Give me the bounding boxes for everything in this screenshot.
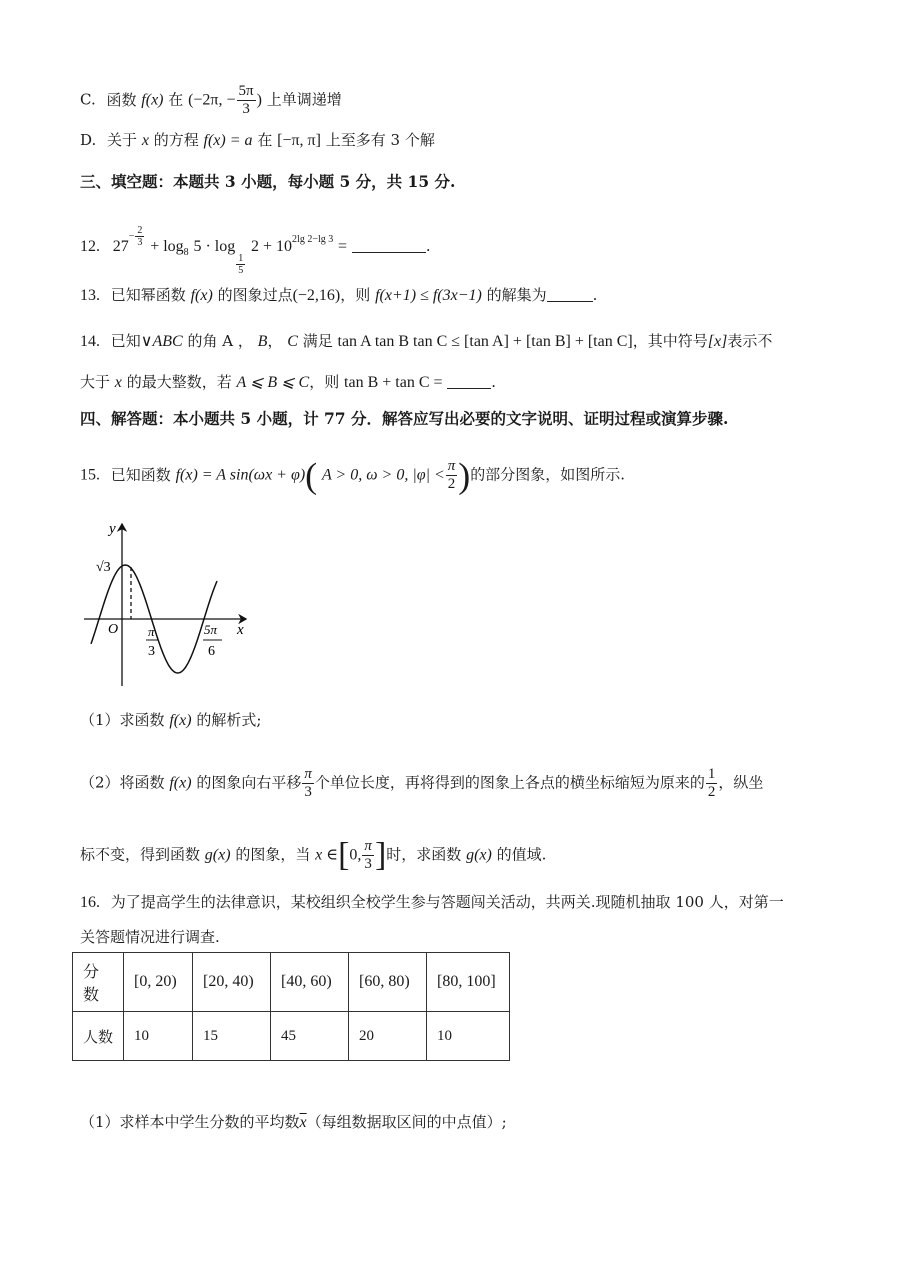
text: 标不变，得到函数 <box>80 845 201 864</box>
table-cell: [0, 20) <box>124 953 193 1012</box>
exponent <box>129 225 146 248</box>
fraction: $\frac{5\pi}{3}$ <box>238 83 254 117</box>
question-14-line2 <box>80 372 496 393</box>
math-b: B <box>257 333 268 350</box>
paren-right: ) <box>458 455 471 496</box>
period: . <box>592 286 598 304</box>
math-fx: f(x) <box>169 712 192 729</box>
q15-part1 <box>80 710 261 731</box>
log-base: 8 <box>183 246 189 258</box>
question-14-line1 <box>80 331 772 352</box>
fraction-scale: $\frac{1}{2}$ <box>707 766 716 800</box>
range-left: 0, <box>349 846 362 864</box>
text: 已知幂函数 <box>110 286 186 304</box>
q15-part2-line1 <box>80 766 763 801</box>
table-cell: 20 <box>349 1012 427 1061</box>
text: 的图象过点 <box>217 286 293 304</box>
bracket-right: ] <box>374 836 387 874</box>
table-cell: 15 <box>193 1012 271 1061</box>
question-number: 16. <box>80 894 100 911</box>
text: 上单调递增 <box>266 90 342 109</box>
text: 的解集为 <box>486 286 547 304</box>
text: 大于 <box>80 373 111 391</box>
text: （2）将函数 <box>80 773 165 792</box>
text: 为了提高学生的法律意识，某校组织全校学生参与答题闯关活动，共两关.现随机抽取 100 人，对第一 <box>110 893 784 911</box>
tick-label-pi-3-den: 3 <box>148 644 155 659</box>
text: 的最大整数，若 <box>126 373 232 391</box>
table-row-intervals <box>73 953 510 1012</box>
answer-blank[interactable] <box>447 374 491 389</box>
tick-label-5pi-6-den: 6 <box>208 644 215 659</box>
text: 关于 <box>107 131 138 149</box>
question-number: 15. <box>80 466 100 484</box>
table-header-cell: 分数 <box>73 953 124 1012</box>
math-log: + log <box>150 237 184 255</box>
text: 函数 <box>106 90 137 109</box>
math-fx: f(x) <box>141 91 164 109</box>
equals: = <box>338 237 348 255</box>
option-label: C. <box>80 90 96 109</box>
math-x-in: x ∈ <box>315 846 339 864</box>
section-heading-fill-blank: 三、填空题：本题共 3 小题，每小题 5 分，共 15 分. <box>80 172 456 191</box>
question-number: 13. <box>80 287 100 304</box>
question-number: 14. <box>80 333 100 350</box>
text: 时，求函数 <box>386 845 462 864</box>
math-fx: f(x) <box>169 774 192 792</box>
peak-value-label: √3 <box>96 560 111 575</box>
answer-blank[interactable] <box>352 238 426 253</box>
math-gx: g(x) <box>204 846 231 864</box>
math-var: x <box>114 374 122 391</box>
origin-label: O <box>108 622 119 637</box>
table-cell: [60, 80) <box>349 953 427 1012</box>
math-xbar: $\overline{x}$ <box>299 1114 307 1131</box>
table-row-counts <box>73 1012 510 1061</box>
text: 个单位长度，再将得到的图象上各点的横坐标缩短为原来的 <box>314 773 705 792</box>
question-number: 12. <box>80 237 100 255</box>
math-triangle: ∨ABC <box>140 333 183 350</box>
question-12 <box>80 225 431 276</box>
sine-graph <box>80 515 260 690</box>
question-13 <box>80 285 597 306</box>
math-var: x <box>141 132 149 149</box>
paren-left: ( <box>305 455 318 496</box>
y-axis-label: y <box>109 521 116 537</box>
math-floor: [x] <box>707 333 728 350</box>
math-base: 27 <box>112 237 129 255</box>
question-16-line2: 关答题情况进行调查. <box>80 928 220 946</box>
table-cell: 45 <box>271 1012 349 1061</box>
math-interval: (−2π, − <box>188 91 236 109</box>
math-interval: [−π, π] <box>277 132 321 149</box>
text: 的图象，当 <box>235 845 311 864</box>
text: 的部分图象，如图所示. <box>470 465 626 484</box>
fraction-shift: $\frac{\pi}{3}$ <box>304 766 312 800</box>
math-condition: tan A tan B tan C ≤ [tan A] + [tan B] + [tan C] <box>337 333 633 350</box>
text: 表示不 <box>727 332 773 350</box>
math-inequality: f(x+1) ≤ f(3x−1) <box>375 287 482 304</box>
math-eq: f(x) = a <box>203 132 253 149</box>
text: （1）求样本中学生分数的平均数 <box>80 1113 300 1131</box>
text: 的解析式; <box>196 711 262 729</box>
text: ，则 <box>340 286 371 304</box>
text: ，其中符号 <box>632 332 708 350</box>
text: ，则 <box>309 373 340 391</box>
text: （每组数据取区间的中点值）; <box>306 1113 507 1131</box>
q16-part1 <box>80 1112 507 1133</box>
math-c: C <box>287 333 298 350</box>
period: . <box>425 236 431 255</box>
bracket-left: [ <box>338 836 350 874</box>
score-table <box>72 952 510 1061</box>
answer-blank[interactable] <box>547 287 593 302</box>
exponent2: 2lg 2−lg 3 <box>292 233 334 245</box>
q11-option-c <box>80 83 342 118</box>
table-cell: [20, 40) <box>193 953 271 1012</box>
text: ，纵坐 <box>718 773 764 792</box>
text: 的值域. <box>496 845 547 864</box>
math-function: f(x) = A sin(ωx + φ) <box>175 466 306 484</box>
q11-option-d <box>80 130 435 151</box>
table-header-cell: 人数 <box>73 1012 124 1061</box>
x-axis-label: x <box>237 622 244 638</box>
text: 满足 <box>302 332 333 350</box>
tick-label-5pi-6-num: 5π <box>204 622 218 637</box>
math-log2: 5 · log <box>193 237 236 255</box>
math-fx: f(x) <box>190 287 213 304</box>
math-point: (−2,16) <box>292 287 341 304</box>
table-cell: 10 <box>427 1012 510 1061</box>
text: 上至多有 3 个解 <box>325 131 435 149</box>
text: 已知函数 <box>110 465 171 484</box>
section-heading-solutions: 四、解答题：本小题共 5 小题，计 77 分．解答应写出必要的文字说明、证明过程或演算步骤. <box>80 409 729 428</box>
text: 在 <box>257 131 273 149</box>
math-power: 2 + 10 <box>251 237 293 255</box>
fraction-range: $\frac{\pi}{3}$ <box>364 838 372 872</box>
fraction: $\frac{\pi}{2}$ <box>447 458 456 492</box>
q15-part2-line2 <box>80 838 546 873</box>
tick-label-pi-3-num: π <box>148 624 155 639</box>
text: ， <box>267 332 283 350</box>
question-15 <box>80 455 626 496</box>
table-cell: [80, 100] <box>427 953 510 1012</box>
exp-sign: − <box>128 230 135 242</box>
text: 的方程 <box>153 131 199 149</box>
table-cell: 10 <box>124 1012 193 1061</box>
question-16-line1 <box>80 892 784 913</box>
math-paren: ) <box>256 91 262 109</box>
text: 的图象向右平移 <box>196 773 302 792</box>
math-gx: g(x) <box>466 846 492 864</box>
text: 在 <box>168 90 184 109</box>
math-order: A ⩽ B ⩽ C <box>236 374 310 391</box>
exp-fraction: $\frac{2}{3}$ <box>137 225 143 248</box>
table-cell: [40, 60) <box>271 953 349 1012</box>
text: （1）求函数 <box>80 711 165 729</box>
text: 已知 <box>110 332 141 350</box>
text: 的角 A ， <box>187 332 253 350</box>
period: . <box>491 373 497 391</box>
option-label: D. <box>80 131 97 149</box>
math-ask: tan B + tan C = <box>344 374 443 391</box>
math-conditions: A > 0, ω > 0, |φ| < <box>321 466 445 484</box>
log-base-fraction: $\frac{1}{5}$ <box>238 253 244 277</box>
